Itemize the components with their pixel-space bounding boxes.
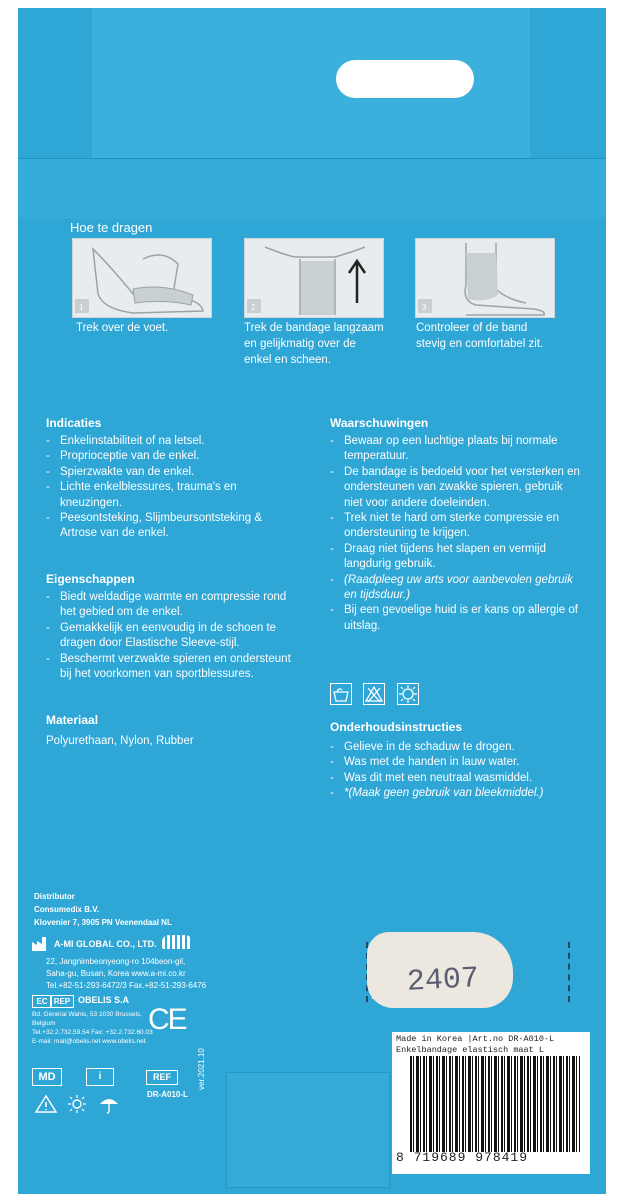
ecrep-name: OBELIS S.A <box>78 995 130 1005</box>
list-item: - Spierzwakte van de enkel. <box>46 465 286 480</box>
waarschuwingen-title: Waarschuwingen <box>330 416 429 430</box>
list-item: - Gemakkelijk en eenvoudig in de schoen te dragen door Elastische Sleeve-stijl. <box>46 621 298 652</box>
list-item: - Beschermt verzwakte spieren en ondersteunt bij het voorkomen van sportblessures. <box>46 652 298 683</box>
product-label <box>392 1032 590 1174</box>
howto-step-1-caption: Trek over de voet. <box>76 322 169 334</box>
label-line2: Enkelbandage elastisch maat L <box>396 1045 544 1055</box>
ec-badge: EC <box>32 995 52 1008</box>
distributor-address: Klovenier 7, 3905 PN Veenendaal NL <box>34 918 172 927</box>
factory-icon <box>32 937 50 956</box>
ref-badge: REF <box>146 1070 178 1085</box>
keep-dry-icon <box>98 1094 120 1119</box>
sticker-number: 2407 <box>406 962 480 1000</box>
instructions-icon: i <box>86 1068 114 1086</box>
indicaties-list <box>46 434 286 542</box>
hanger-hole <box>336 60 474 98</box>
manufacturer-addr3: Tel.+82-51-293-6472/3 Fax.+82-51-293-6476 <box>46 981 207 990</box>
ankle-check-icon <box>416 239 554 317</box>
warning-icon <box>34 1094 58 1119</box>
amigo-logo-icon <box>162 935 192 949</box>
list-item: - Bewaar op een luchtige plaats bij normale temperatuur. <box>330 434 582 465</box>
howto-step-3-image <box>415 238 555 318</box>
price-sticker <box>367 932 513 1008</box>
ecrep-addr2: Belgium <box>32 1020 56 1027</box>
howto-step-2-caption: Trek de bandage langzaam en gelijkmatig over de enkel en scheen. <box>244 322 384 366</box>
list-item: - Proprioceptie van de enkel. <box>46 449 286 464</box>
howto-step-1-image <box>72 238 212 318</box>
ecrep-addr4: E-mail: mail@obelis.net www.obelis.net <box>32 1038 146 1045</box>
howto-step-2-image <box>244 238 384 318</box>
rep-badge: REP <box>50 995 74 1008</box>
list-item: - Draag niet tijdens het slapen en vermijd langdurig gebruik. <box>330 542 582 573</box>
waarschuwingen-note: (Raadpleeg uw arts voor aanbevolen gebruik en tijdsduur.) <box>344 573 573 602</box>
barcode <box>410 1056 580 1152</box>
hand-wash-icon <box>330 683 352 705</box>
eigenschappen-list <box>46 590 298 682</box>
package-lower-flap <box>226 1072 390 1188</box>
list-item: - Enkelinstabiliteit of na letsel. <box>46 434 286 449</box>
step-2-number: 2 <box>251 303 256 312</box>
keep-from-sun-icon <box>66 1094 88 1119</box>
list-item: - Was dit met een neutraal wasmiddel. <box>330 771 582 786</box>
list-item: - Biedt weldadige warmte en compressie rond het gebied om de enkel. <box>46 590 298 621</box>
list-item: - De bandage is bedoeld voor het versterken en ondersteunen van zwakke spieren, gebruik niet voor andere doeleinden. <box>330 465 582 511</box>
ref-value: DR-A010-L <box>147 1090 188 1099</box>
barcode-number: 8 719689 978419 <box>396 1150 529 1165</box>
dry-shade-icon <box>397 683 419 705</box>
onderhoud-list <box>330 740 582 802</box>
materiaal-text: Polyurethaan, Nylon, Rubber <box>46 735 194 747</box>
list-item: - Was met de handen in lauw water. <box>330 755 582 770</box>
onderhoud-title: Onderhoudsinstructies <box>330 720 463 734</box>
manufacturer-name: A-MI GLOBAL CO., LTD. <box>54 939 157 949</box>
manufacturer-addr2: Saha-gu, Busan, Korea www.a-mi.co.kr <box>46 969 186 978</box>
distributor-name: Consumedix B.V. <box>34 905 100 914</box>
package-fold <box>18 158 606 219</box>
version-text: ver.2021.10 <box>197 1048 206 1090</box>
label-line1: Made in Korea |Art.no DR-A010-L <box>396 1034 555 1044</box>
ecrep-addr3: Tel.+32.2.732.59.54 Fax: +32.2.732.60.03 <box>32 1029 153 1036</box>
md-badge: MD <box>32 1068 62 1086</box>
list-item: - Gelieve in de schaduw te drogen. <box>330 740 582 755</box>
hanger-tab <box>92 8 530 158</box>
list-item: - Peesontsteking, Slijmbeursontsteking & Artrose van de enkel. <box>46 511 286 542</box>
eigenschappen-title: Eigenschappen <box>46 572 135 586</box>
distributor-label: Distributor <box>34 892 75 901</box>
step-3-number: 3 <box>422 303 427 312</box>
howto-step-3-caption: Controleer of de band stevig en comfortabel zit. <box>416 322 544 350</box>
no-bleach-icon <box>363 683 385 705</box>
onderhoud-note: *(Maak geen gebruik van bleekmiddel.) <box>344 787 544 800</box>
indicaties-title: Indicaties <box>46 416 102 430</box>
manufacturer-addr1: 22, Jangnimbeonyeong-ro 104beon-gil, <box>46 957 186 966</box>
step-1-number: 1 <box>79 303 84 312</box>
ce-mark: CE <box>148 1003 186 1036</box>
list-item: - Lichte enkelblessures, trauma's en kneuzingen. <box>46 480 286 511</box>
list-item: - Bij een gevoelige huid is er kans op allergie of uitslag. <box>330 603 582 634</box>
howto-title: Hoe te dragen <box>70 220 153 235</box>
list-item: - Trek niet te hard om sterke compressie en ondersteuning te krijgen. <box>330 511 582 542</box>
waarschuwingen-list <box>330 434 582 634</box>
materiaal-title: Materiaal <box>46 713 99 727</box>
ecrep-addr1: Bd. Général Wahis, 53 1030 Brussels, <box>32 1011 142 1018</box>
bandage-up-icon <box>245 239 383 317</box>
foot-pull-icon <box>73 239 211 317</box>
